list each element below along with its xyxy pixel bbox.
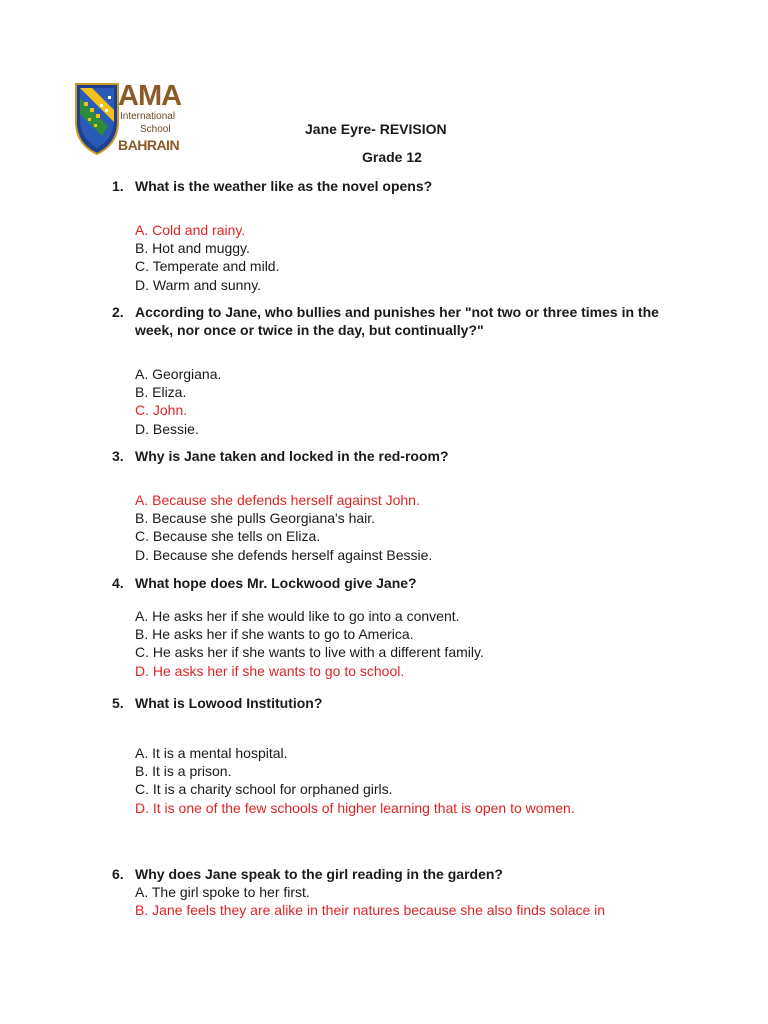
answer-options xyxy=(135,491,432,564)
answer-option: D. Because she defends herself against Bessie. xyxy=(135,546,433,563)
question-number: 2. xyxy=(112,304,124,320)
question-text: According to Jane, who bullies and punishes her "not two or three times in the week, nor once or twice in the day, but continually?" xyxy=(135,304,659,338)
question-number: 5. xyxy=(112,695,124,711)
answer-option: B. Because she pulls Georgiana's hair. xyxy=(135,510,376,527)
logo-international-text: International xyxy=(120,111,176,122)
school-logo xyxy=(74,80,182,156)
school-crest-icon xyxy=(74,82,120,156)
answer-option: A. The girl spoke to her first. xyxy=(135,884,310,900)
logo-bahrain-text: BAHRAIN xyxy=(118,137,180,153)
question-number: 1. xyxy=(112,178,124,194)
grade-label: Grade 12 xyxy=(362,149,422,165)
answer-option: D. Warm and sunny. xyxy=(135,276,262,293)
answer-options xyxy=(135,365,221,438)
question-number: 4. xyxy=(112,575,124,591)
answer-option-correct: A. Because she defends herself against John. xyxy=(135,492,420,508)
question-text: What is the weather like as the novel opens? xyxy=(135,178,433,194)
answer-options xyxy=(135,744,575,817)
answer-options xyxy=(135,221,279,294)
logo-school-text: School xyxy=(140,124,171,135)
answer-option-correct: D. It is one of the few schools of higher learning that is open to women. xyxy=(135,799,575,816)
answer-option: C. Temperate and mild. xyxy=(135,258,280,275)
answer-option: A. Georgiana. xyxy=(135,366,222,382)
question-number: 3. xyxy=(112,448,124,464)
answer-options xyxy=(135,883,605,919)
question-text: What is Lowood Institution? xyxy=(135,695,323,711)
logo-ama-text: AMA xyxy=(118,80,182,112)
answer-option: A. He asks her if she would like to go into a convent. xyxy=(135,608,460,624)
document-title: Jane Eyre- REVISION xyxy=(305,121,447,137)
answer-option-correct: D. He asks her if she wants to go to school. xyxy=(135,662,405,679)
answer-option: D. Bessie. xyxy=(135,420,199,437)
answer-option: C. Because she tells on Eliza. xyxy=(135,528,321,545)
question-text: Why does Jane speak to the girl reading in the garden? xyxy=(135,866,503,882)
answer-option: C. It is a charity school for orphaned girls. xyxy=(135,781,393,798)
question-text: What hope does Mr. Lockwood give Jane? xyxy=(135,575,417,591)
answer-option-correct: A. Cold and rainy. xyxy=(135,222,246,238)
answer-option-correct: B. Jane feels they are alike in their natures because she also finds solace in xyxy=(135,902,606,919)
answer-option: B. Hot and muggy. xyxy=(135,240,250,257)
answer-option-correct: C. John. xyxy=(135,402,188,419)
answer-option: A. It is a mental hospital. xyxy=(135,745,288,761)
answer-option: B. He asks her if she wants to go to America. xyxy=(135,626,414,643)
answer-option: C. He asks her if she wants to live with a different family. xyxy=(135,644,484,661)
answer-options xyxy=(135,607,484,680)
question-text: Why is Jane taken and locked in the red-room? xyxy=(135,448,449,464)
answer-option: B. It is a prison. xyxy=(135,763,232,780)
answer-option: B. Eliza. xyxy=(135,384,187,401)
question-number: 6. xyxy=(112,866,124,882)
